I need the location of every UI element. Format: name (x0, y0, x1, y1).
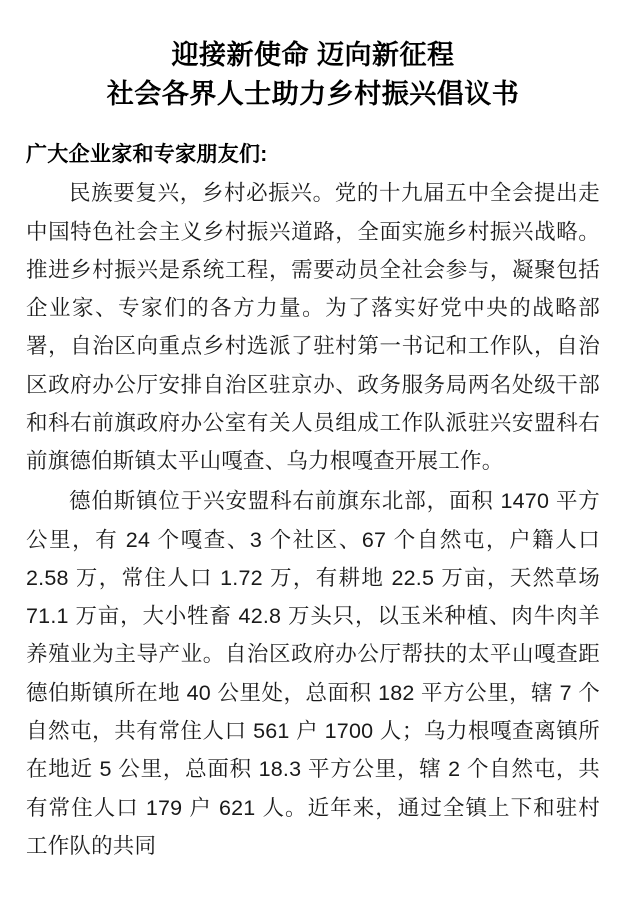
body-paragraph-1: 民族要复兴，乡村必振兴。党的十九届五中全会提出走中国特色社会主义乡村振兴道路，全面实施乡村振兴战略。推进乡村振兴是系统工程，需要动员全社会参与，凝聚包括企业家、专家们的各方力量。为了落实好党中央的战略部署，自治区向重点乡村选派了驻村第一书记和工作队，自治区政府办公厅安排自治区驻京办、政务服务局两名处级干部和科右前旗政府办公室有关人员组成工作队派驻兴安盟科右前旗德伯斯镇太平山嘎查、乌力根嘎查开展工作。 (26, 181, 600, 474)
salutation: 广大企业家和专家朋友们: (26, 143, 268, 167)
page-title-line-2: 社会各界人士助力乡村振兴倡议书 (106, 79, 520, 110)
page-title-line-1: 迎接新使命 迈向新征程 (171, 40, 455, 70)
page-title (26, 30, 600, 118)
body-paragraph-2: 德伯斯镇位于兴安盟科右前旗东北部，面积 1470 平方公里，有 24 个嘎查、3 个社区、67 个自然屯，户籍人口 2.58 万，常住人口 1.72 万，有耕地 22.5 万亩，天然草场 71.1 万亩，大小牲畜 42.8 万头只，以玉米种植、肉牛肉羊养殖业为主导产业。自治区政府办公厅帮扶的太平山嘎查距德伯斯镇所在地 40 公里处，总面积 182 平方公里，辖 7 个自然屯，共有常住人口 561 户 1700 人；乌力根嘎查离镇所在地近 5 公里，总面积 18.3 平方公里，辖 2 个自然屯，共有常住人口 179 户 621 人。近年来，通过全镇上下和驻村工作队的共同 (26, 489, 600, 858)
